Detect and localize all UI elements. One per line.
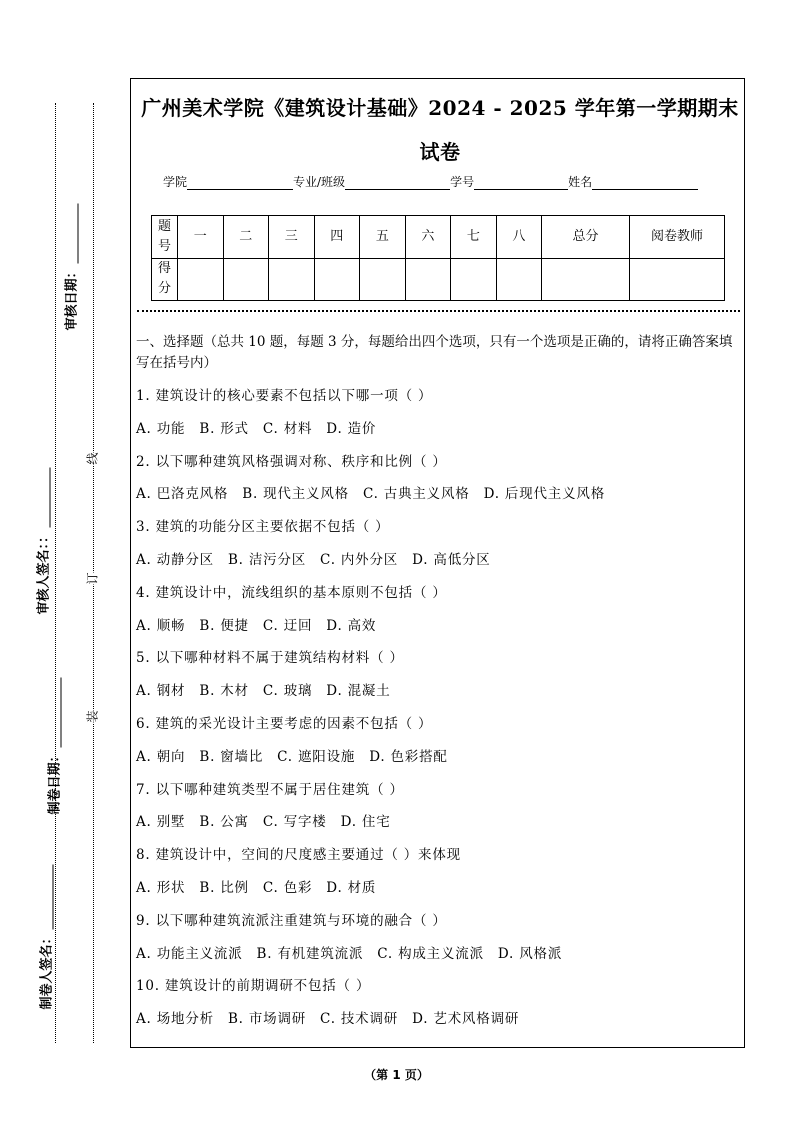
score-col-7: 七 bbox=[451, 216, 497, 259]
option[interactable]: C. 玻璃 bbox=[262, 683, 313, 700]
cut-zhuang-char: 装 bbox=[82, 710, 103, 722]
option[interactable]: C. 遮阳设施 bbox=[277, 748, 356, 765]
cut-line-char: 线 bbox=[82, 452, 103, 464]
option[interactable]: B. 洁污分区 bbox=[227, 551, 307, 568]
option[interactable]: D. 混凝土 bbox=[326, 683, 391, 700]
reviewer-date-label: 审核日期： bbox=[61, 181, 80, 331]
exam-title: 广州美术学院《建筑设计基础》2024 - 2025 学年第一学期期末试卷 bbox=[141, 96, 739, 164]
option[interactable]: B. 形式 bbox=[199, 420, 249, 437]
score-cell[interactable] bbox=[542, 258, 630, 301]
header-separator bbox=[137, 310, 740, 312]
option[interactable]: C. 内外分区 bbox=[320, 551, 399, 568]
question-text: 2. 以下哪种建筑风格强调对称、秩序和比例（ ） bbox=[136, 453, 447, 470]
option[interactable]: D. 风格派 bbox=[497, 945, 563, 962]
college-label: 学院 bbox=[163, 175, 188, 189]
cut-ding-char: 订 bbox=[82, 572, 103, 584]
question-text: 1. 建筑设计的核心要素不包括以下哪一项（ ） bbox=[136, 388, 433, 404]
option[interactable]: D. 材质 bbox=[326, 879, 377, 896]
option[interactable]: A. 场地分析 bbox=[136, 1011, 214, 1028]
score-cell[interactable] bbox=[314, 258, 360, 301]
score-cell[interactable] bbox=[223, 258, 269, 301]
score-table-header-row bbox=[152, 216, 725, 259]
option[interactable]: A. 形状 bbox=[136, 879, 186, 896]
score-col-5: 五 bbox=[360, 216, 406, 259]
score-col-3: 三 bbox=[269, 216, 315, 259]
option[interactable]: A. 动静分区 bbox=[136, 551, 214, 568]
question-text: 10. 建筑设计的前期调研不包括（ ） bbox=[136, 978, 371, 995]
reviewer-sign-blank[interactable] bbox=[38, 468, 51, 528]
option-row bbox=[136, 746, 736, 779]
score-cell[interactable] bbox=[630, 258, 725, 301]
page-number: （第 1 页） bbox=[364, 1068, 429, 1082]
question-list bbox=[136, 385, 736, 1041]
option-row bbox=[136, 483, 736, 516]
student-info-row bbox=[163, 173, 698, 190]
option[interactable]: A. 功能 bbox=[136, 420, 186, 437]
score-col-total: 总分 bbox=[542, 216, 630, 259]
score-label: 得分 bbox=[152, 258, 178, 301]
option[interactable]: B. 现代主义风格 bbox=[242, 486, 349, 503]
option[interactable]: C. 色彩 bbox=[262, 879, 313, 896]
score-col-2: 二 bbox=[223, 216, 269, 259]
score-col-1: 一 bbox=[178, 216, 224, 259]
option[interactable]: D. 造价 bbox=[326, 420, 377, 437]
option[interactable]: A. 钢材 bbox=[136, 683, 186, 700]
option[interactable]: A. 朝向 bbox=[136, 748, 186, 765]
option[interactable]: D. 高效 bbox=[326, 617, 377, 634]
question-text: 5. 以下哪种材料不属于建筑结构材料（ ） bbox=[136, 650, 404, 667]
college-field[interactable] bbox=[187, 176, 293, 190]
reviewer-date-blank[interactable] bbox=[66, 203, 79, 263]
option[interactable]: A. 顺畅 bbox=[136, 617, 186, 634]
option-row bbox=[136, 615, 736, 648]
option[interactable]: C. 构成主义流派 bbox=[377, 945, 484, 962]
option[interactable]: B. 市场调研 bbox=[227, 1011, 307, 1028]
option[interactable]: D. 住宅 bbox=[340, 814, 391, 831]
question-text: 3. 建筑的功能分区主要依据不包括（ ） bbox=[136, 519, 390, 536]
option[interactable]: A. 功能主义流派 bbox=[136, 945, 243, 962]
score-cell[interactable] bbox=[405, 258, 451, 301]
question-text: 8. 建筑设计中，空间的尺度感主要通过（ ）来体现 bbox=[136, 847, 461, 864]
score-col-8: 八 bbox=[496, 216, 542, 259]
option[interactable]: B. 公寓 bbox=[199, 814, 249, 831]
name-field[interactable] bbox=[592, 176, 698, 190]
binding-dotted-line-outer bbox=[55, 103, 56, 1043]
question-text: 9. 以下哪种建筑流派注重建筑与环境的融合（ ） bbox=[136, 912, 447, 929]
score-table bbox=[151, 215, 725, 301]
option[interactable]: A. 巴洛克风格 bbox=[136, 486, 229, 503]
name-label: 姓名 bbox=[568, 175, 593, 189]
question-number-label: 题号 bbox=[152, 216, 178, 259]
score-table-score-row bbox=[152, 258, 725, 301]
score-cell[interactable] bbox=[178, 258, 224, 301]
option[interactable]: D. 高低分区 bbox=[412, 551, 491, 568]
score-cell[interactable] bbox=[451, 258, 497, 301]
option-row bbox=[136, 549, 736, 582]
maker-sign-label: 制卷人签名： bbox=[36, 860, 55, 1010]
option-row bbox=[136, 943, 736, 976]
score-cell[interactable] bbox=[269, 258, 315, 301]
option[interactable]: C. 古典主义风格 bbox=[362, 486, 470, 503]
option[interactable]: C. 材料 bbox=[262, 420, 313, 437]
option[interactable]: B. 窗墙比 bbox=[199, 748, 264, 765]
score-col-grader: 阅卷教师 bbox=[630, 216, 725, 259]
score-col-6: 六 bbox=[405, 216, 451, 259]
id-label: 学号 bbox=[450, 175, 475, 189]
score-cell[interactable] bbox=[360, 258, 406, 301]
major-label: 专业/班级 bbox=[293, 175, 346, 189]
option[interactable]: B. 比例 bbox=[199, 879, 249, 896]
option-row bbox=[136, 877, 736, 910]
option[interactable]: B. 便捷 bbox=[199, 617, 249, 634]
option[interactable]: D. 艺术风格调研 bbox=[412, 1011, 520, 1028]
option[interactable]: C. 迂回 bbox=[262, 617, 313, 634]
option[interactable]: B. 木材 bbox=[199, 683, 249, 700]
score-col-4: 四 bbox=[314, 216, 360, 259]
id-field[interactable] bbox=[474, 176, 568, 190]
option-row bbox=[136, 811, 736, 844]
question-text: 4. 建筑设计中，流线组织的基本原则不包括（ ） bbox=[136, 584, 447, 601]
score-cell[interactable] bbox=[496, 258, 542, 301]
option[interactable]: A. 别墅 bbox=[136, 814, 186, 831]
option-row bbox=[136, 680, 736, 713]
maker-date-blank[interactable] bbox=[49, 677, 62, 747]
option-row bbox=[136, 418, 736, 451]
reviewer-sign-label: 审核人签名：： bbox=[33, 465, 52, 615]
maker-date-label: 制卷日期： bbox=[44, 665, 63, 815]
section-heading: 一、选择题（总共 10 题，每题 3 分，每题给出四个选项，只有一个选项是正确的，请将正确答案填写在括号内） bbox=[136, 334, 733, 371]
major-field[interactable] bbox=[345, 176, 450, 190]
question-text: 7. 以下哪种建筑类型不属于居住建筑（ ） bbox=[136, 781, 404, 798]
option[interactable]: D. 后现代主义风格 bbox=[483, 486, 606, 503]
option[interactable]: D. 色彩搭配 bbox=[369, 748, 448, 765]
option-row bbox=[136, 1008, 736, 1041]
question-text: 6. 建筑的采光设计主要考虑的因素不包括（ ） bbox=[136, 715, 433, 732]
maker-sign-blank[interactable] bbox=[41, 864, 54, 929]
option[interactable]: C. 技术调研 bbox=[320, 1011, 399, 1028]
option[interactable]: C. 写字楼 bbox=[262, 814, 327, 831]
option[interactable]: B. 有机建筑流派 bbox=[256, 945, 364, 962]
